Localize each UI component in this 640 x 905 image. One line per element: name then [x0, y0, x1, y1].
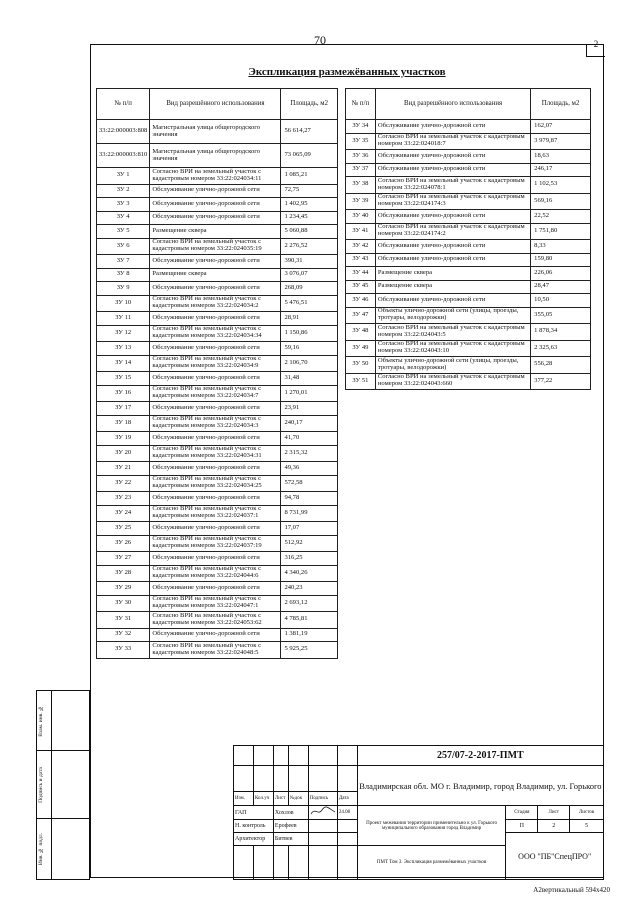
table-row	[97, 642, 338, 659]
row-use: Размещение сквера	[375, 280, 530, 294]
side-label-inv-sub: Взам. инв. №	[37, 691, 52, 751]
table-body-right	[346, 120, 591, 390]
row-area: 1 085,21	[281, 168, 338, 185]
table-row	[346, 324, 591, 341]
row-area: 1 150,86	[281, 325, 338, 342]
row-use: Обслуживание улично-дорожной сети	[150, 522, 281, 536]
row-use: Согласно ВРИ на земельный участок с кадастровым номером 33:22:024043:5	[375, 324, 530, 341]
table-row	[97, 238, 338, 255]
row-use: Согласно ВРИ на земельный участок с кадастровым номером 33:22:024034:25	[150, 475, 281, 492]
table-row	[346, 373, 591, 390]
header-area: Площадь, м2	[281, 89, 338, 120]
col-izm: Изм.	[234, 792, 254, 806]
row-use: Обслуживание улично-дорожной сети	[150, 184, 281, 198]
row-area: 31,48	[281, 372, 338, 386]
row-number: ЗУ 25	[97, 522, 150, 536]
row-use: Обслуживание улично-дорожной сети	[375, 120, 530, 134]
table-row	[97, 402, 338, 416]
row-use: Размещение сквера	[150, 268, 281, 282]
row-use: Согласно ВРИ на земельный участок с кадастровым номером 33:22:024053:62	[150, 612, 281, 629]
signature-gap	[308, 806, 337, 820]
side-cell	[52, 819, 90, 880]
row-use: Согласно ВРИ на земельный участок с кадастровым номером 33:22:024034:2	[150, 295, 281, 312]
row-area: 3 979,87	[531, 133, 591, 150]
row-number: ЗУ 24	[97, 505, 150, 522]
row-area: 2 315,32	[281, 445, 338, 462]
table-row	[97, 475, 338, 492]
table-row	[346, 133, 591, 150]
header-number: № п/п	[97, 89, 150, 120]
explication-table-left	[96, 88, 338, 659]
row-number: 33:22:000003:808	[97, 120, 150, 144]
row-use: Согласно ВРИ на земельный участок с кадастровым номером 33:22:024034:3	[150, 415, 281, 432]
row-number: ЗУ 35	[346, 133, 376, 150]
row-area: 1 381,19	[281, 628, 338, 642]
row-use: Обслуживание улично-дорожной сети	[150, 492, 281, 506]
table-row	[346, 340, 591, 357]
row-number: 33:22:000003:810	[97, 144, 150, 168]
row-number: ЗУ 51	[346, 373, 376, 390]
row-number: ЗУ 27	[97, 552, 150, 566]
location-text: Владимирская обл. МО г. Владимир, город Владимир, ул. Горького	[357, 766, 603, 806]
row-area: 23,91	[281, 402, 338, 416]
row-number: ЗУ 31	[97, 612, 150, 629]
row-use: Обслуживание улично-дорожной сети	[375, 163, 530, 177]
table-row	[97, 522, 338, 536]
table-header-row	[346, 89, 591, 120]
table-row	[346, 357, 591, 374]
table-row	[97, 225, 338, 239]
table-row	[97, 505, 338, 522]
row-number: ЗУ 5	[97, 225, 150, 239]
stage-label: Стадия	[506, 806, 538, 820]
row-use: Согласно ВРИ на земельный участок с кадастровым номером 33:22:024035:19	[150, 238, 281, 255]
row-area: 8,33	[531, 240, 591, 254]
row-use: Обслуживание улично-дорожной сети	[150, 628, 281, 642]
table-row	[97, 582, 338, 596]
side-cell	[52, 751, 90, 819]
row-number: ЗУ 33	[97, 642, 150, 659]
row-use: Согласно ВРИ на земельный участок с кадастровым номером 33:22:024037:1	[150, 505, 281, 522]
row-area: 1 234,45	[281, 211, 338, 225]
row-use: Магистральная улица общегородского значения	[150, 120, 281, 144]
row-area: 556,28	[531, 357, 591, 374]
row-area: 72,75	[281, 184, 338, 198]
row-area: 1 270,01	[281, 385, 338, 402]
table-row	[346, 177, 591, 194]
row-number: ЗУ 16	[97, 385, 150, 402]
table-row	[97, 462, 338, 476]
sheet-number: 2	[593, 39, 599, 49]
table-row	[346, 240, 591, 254]
list-label: Лист	[538, 806, 570, 820]
table-row	[346, 294, 591, 308]
table-row	[97, 282, 338, 296]
row-number: ЗУ 22	[97, 475, 150, 492]
row-area: 240,17	[281, 415, 338, 432]
row-number: ЗУ 1	[97, 168, 150, 185]
table-row	[346, 267, 591, 281]
row-number: ЗУ 45	[346, 280, 376, 294]
col-data: Дата	[337, 792, 357, 806]
row-use: Обслуживание улично-дорожной сети	[375, 240, 530, 254]
row-area: 5 925,25	[281, 642, 338, 659]
row-area: 59,16	[281, 342, 338, 356]
table-row	[97, 312, 338, 326]
row-use: Обслуживание улично-дорожной сети	[150, 372, 281, 386]
row-use: Согласно ВРИ на земельный участок с кадастровым номером 33:22:024174:3	[375, 193, 530, 210]
sign-date: 24.08	[337, 806, 357, 820]
role-gap: ГАП	[234, 806, 274, 820]
side-label-inv-orig: Инв. № подл.	[37, 819, 52, 880]
row-area: 226,06	[531, 267, 591, 281]
side-cell	[52, 691, 90, 751]
table-row	[346, 223, 591, 240]
row-use: Согласно ВРИ на земельный участок с кадастровым номером 33:22:024034:7	[150, 385, 281, 402]
row-area: 10,50	[531, 294, 591, 308]
row-use: Обслуживание улично-дорожной сети	[375, 210, 530, 224]
row-number: ЗУ 12	[97, 325, 150, 342]
format-label: А2вертикальный 594х420	[533, 886, 610, 894]
row-area: 28,91	[281, 312, 338, 326]
sheet-title: ПМТ Том 3. Экспликация размежёванных участков	[357, 846, 506, 880]
row-area: 355,05	[531, 307, 591, 324]
col-list: Лист	[273, 792, 288, 806]
row-use: Обслуживание улично-дорожной сети	[150, 255, 281, 269]
table-row	[97, 144, 338, 168]
row-use: Согласно ВРИ на земельный участок с кадастровым номером 33:22:024018:7	[375, 133, 530, 150]
lists-label: Листов	[570, 806, 604, 820]
side-stamp-strip	[36, 690, 90, 880]
row-area: 390,31	[281, 255, 338, 269]
role-nkontrol: Н. контроль	[234, 820, 274, 833]
explication-table-right	[345, 88, 591, 390]
row-area: 246,17	[531, 163, 591, 177]
row-use: Обслуживание улично-дорожной сети	[150, 282, 281, 296]
row-area: 1 751,80	[531, 223, 591, 240]
row-use: Размещение сквера	[150, 225, 281, 239]
row-number: ЗУ 19	[97, 432, 150, 446]
row-number: ЗУ 11	[97, 312, 150, 326]
table-row	[97, 595, 338, 612]
page-number: 70	[314, 33, 326, 47]
name-gap: Хохлов	[273, 806, 308, 820]
table-row	[97, 168, 338, 185]
row-use: Обслуживание улично-дорожной сети	[150, 402, 281, 416]
row-number: ЗУ 47	[346, 307, 376, 324]
header-use: Вид разрешённого использования	[375, 89, 530, 120]
row-number: ЗУ 39	[346, 193, 376, 210]
table-row	[97, 295, 338, 312]
row-use: Согласно ВРИ на земельный участок с кадастровым номером 33:22:024044:6	[150, 565, 281, 582]
row-number: ЗУ 15	[97, 372, 150, 386]
row-number: ЗУ 44	[346, 267, 376, 281]
row-use: Согласно ВРИ на земельный участок с кадастровым номером 33:22:024034:34	[150, 325, 281, 342]
row-use: Согласно ВРИ на земельный участок с кадастровым номером 33:22:024174:2	[375, 223, 530, 240]
side-label-sign-date: Подпись и дата	[37, 751, 52, 819]
table-row	[97, 535, 338, 552]
row-number: ЗУ 28	[97, 565, 150, 582]
table-row	[97, 184, 338, 198]
table-row	[97, 565, 338, 582]
header-number: № п/п	[346, 89, 376, 120]
row-number: ЗУ 14	[97, 355, 150, 372]
row-use: Обслуживание улично-дорожной сети	[150, 211, 281, 225]
row-number: ЗУ 30	[97, 595, 150, 612]
table-row	[97, 255, 338, 269]
row-area: 3 076,07	[281, 268, 338, 282]
row-area: 1 102,53	[531, 177, 591, 194]
row-area: 94,78	[281, 492, 338, 506]
row-area: 22,52	[531, 210, 591, 224]
table-header-row	[97, 89, 338, 120]
row-area: 2 106,70	[281, 355, 338, 372]
row-number: ЗУ 2	[97, 184, 150, 198]
row-area: 17,07	[281, 522, 338, 536]
row-use: Согласно ВРИ на земельный участок с кадастровым номером 33:22:024034:9	[150, 355, 281, 372]
row-area: 73 065,09	[281, 144, 338, 168]
document-code: 257/07-2-2017-ПМТ	[357, 746, 603, 766]
row-area: 162,07	[531, 120, 591, 134]
row-area: 569,16	[531, 193, 591, 210]
row-number: ЗУ 13	[97, 342, 150, 356]
row-area: 49,36	[281, 462, 338, 476]
table-row	[97, 492, 338, 506]
row-use: Объекты улично-дорожной сети (улицы, проезды, тротуары, велодорожки)	[375, 307, 530, 324]
row-number: ЗУ 37	[346, 163, 376, 177]
row-use: Магистральная улица общегородского значения	[150, 144, 281, 168]
row-number: ЗУ 18	[97, 415, 150, 432]
table-row	[346, 120, 591, 134]
row-number: ЗУ 49	[346, 340, 376, 357]
col-ndok: №док	[288, 792, 308, 806]
row-number: ЗУ 10	[97, 295, 150, 312]
row-number: ЗУ 8	[97, 268, 150, 282]
table-row	[346, 150, 591, 164]
row-number: ЗУ 26	[97, 535, 150, 552]
row-use: Согласно ВРИ на земельный участок с кадастровым номером 33:22:024034:31	[150, 445, 281, 462]
row-number: ЗУ 38	[346, 177, 376, 194]
role-architect: Архитектор	[234, 833, 274, 846]
row-use: Обслуживание улично-дорожной сети	[150, 432, 281, 446]
table-row	[97, 325, 338, 342]
row-use: Обслуживание улично-дорожной сети	[375, 253, 530, 267]
header-area: Площадь, м2	[531, 89, 591, 120]
list-value: 2	[538, 820, 570, 833]
row-number: ЗУ 7	[97, 255, 150, 269]
row-number: ЗУ 6	[97, 238, 150, 255]
row-use: Объекты улично-дорожной сети (улицы, проезды, тротуары, велодорожки)	[375, 357, 530, 374]
row-area: 56 614,27	[281, 120, 338, 144]
table-row	[97, 385, 338, 402]
table-row	[346, 163, 591, 177]
table-row	[97, 628, 338, 642]
organization: ООО "ПБ"СпецПРО"	[506, 833, 604, 880]
row-number: ЗУ 32	[97, 628, 150, 642]
row-number: ЗУ 36	[346, 150, 376, 164]
row-use: Обслуживание улично-дорожной сети	[150, 198, 281, 212]
row-area: 18,63	[531, 150, 591, 164]
row-number: ЗУ 42	[346, 240, 376, 254]
row-use: Обслуживание улично-дорожной сети	[150, 552, 281, 566]
row-area: 268,09	[281, 282, 338, 296]
table-row	[97, 432, 338, 446]
row-number: ЗУ 29	[97, 582, 150, 596]
row-number: ЗУ 40	[346, 210, 376, 224]
row-number: ЗУ 21	[97, 462, 150, 476]
row-area: 5 060,88	[281, 225, 338, 239]
col-kol: Кол.уч	[253, 792, 273, 806]
row-area: 41,70	[281, 432, 338, 446]
row-area: 572,58	[281, 475, 338, 492]
row-area: 4 785,81	[281, 612, 338, 629]
row-use: Обслуживание улично-дорожной сети	[150, 582, 281, 596]
project-name: Проект межевания территории применительно к ул. Горького муниципального образования город Владимир	[357, 806, 506, 846]
table-row	[97, 342, 338, 356]
row-area: 1 402,95	[281, 198, 338, 212]
lists-value: 5	[570, 820, 604, 833]
table-row	[97, 372, 338, 386]
name-nkontrol: Ерофеев	[273, 820, 308, 833]
row-use: Обслуживание улично-дорожной сети	[150, 342, 281, 356]
row-use: Согласно ВРИ на земельный участок с кадастровым номером 33:22:024078:1	[375, 177, 530, 194]
row-use: Согласно ВРИ на земельный участок с кадастровым номером 33:22:024037:19	[150, 535, 281, 552]
table-row	[346, 193, 591, 210]
row-use: Согласно ВРИ на земельный участок с кадастровым номером 33:22:024034:11	[150, 168, 281, 185]
row-area: 377,22	[531, 373, 591, 390]
table-row	[346, 280, 591, 294]
row-number: ЗУ 50	[346, 357, 376, 374]
row-area: 4 340,26	[281, 565, 338, 582]
row-area: 2 276,52	[281, 238, 338, 255]
row-area: 316,25	[281, 552, 338, 566]
table-row	[346, 253, 591, 267]
name-architect: Битвев	[273, 833, 308, 846]
row-number: ЗУ 3	[97, 198, 150, 212]
row-number: ЗУ 46	[346, 294, 376, 308]
table-row	[97, 612, 338, 629]
table-row	[97, 445, 338, 462]
row-area: 1 878,34	[531, 324, 591, 341]
row-area: 2 325,63	[531, 340, 591, 357]
row-area: 28,47	[531, 280, 591, 294]
row-use: Обслуживание улично-дорожной сети	[375, 294, 530, 308]
row-use: Согласно ВРИ на земельный участок с кадастровым номером 33:22:024047:1	[150, 595, 281, 612]
stage-value: П	[506, 820, 538, 833]
row-area: 2 693,12	[281, 595, 338, 612]
row-use: Обслуживание улично-дорожной сети	[150, 462, 281, 476]
row-use: Обслуживание улично-дорожной сети	[375, 150, 530, 164]
table-row	[346, 210, 591, 224]
row-area: 159,80	[531, 253, 591, 267]
table-row	[97, 211, 338, 225]
row-number: ЗУ 41	[346, 223, 376, 240]
row-number: ЗУ 9	[97, 282, 150, 296]
row-number: ЗУ 23	[97, 492, 150, 506]
row-use: Обслуживание улично-дорожной сети	[150, 312, 281, 326]
row-number: ЗУ 43	[346, 253, 376, 267]
row-area: 8 731,99	[281, 505, 338, 522]
col-podp: Подпись	[308, 792, 337, 806]
row-number: ЗУ 4	[97, 211, 150, 225]
row-number: ЗУ 48	[346, 324, 376, 341]
table-row	[97, 268, 338, 282]
table-row	[97, 355, 338, 372]
header-use: Вид разрешённого использования	[150, 89, 281, 120]
row-number: ЗУ 20	[97, 445, 150, 462]
row-area: 240,23	[281, 582, 338, 596]
row-use: Согласно ВРИ на земельный участок с кадастровым номером 33:22:024048:5	[150, 642, 281, 659]
row-use: Согласно ВРИ на земельный участок с кадастровым номером 33:22:024043:10	[375, 340, 530, 357]
table-row	[97, 120, 338, 144]
table-row	[97, 415, 338, 432]
table-row	[346, 307, 591, 324]
row-use: Размещение сквера	[375, 267, 530, 281]
table-row	[97, 552, 338, 566]
row-area: 5 476,51	[281, 295, 338, 312]
table-body-left	[97, 120, 338, 659]
title-block	[233, 745, 604, 880]
table-row	[97, 198, 338, 212]
document-title: Экспликация размежёванных участков	[248, 66, 446, 78]
row-area: 512,92	[281, 535, 338, 552]
row-use: Согласно ВРИ на земельный участок с кадастровым номером 33:22:024043:660	[375, 373, 530, 390]
row-number: ЗУ 17	[97, 402, 150, 416]
row-number: ЗУ 34	[346, 120, 376, 134]
